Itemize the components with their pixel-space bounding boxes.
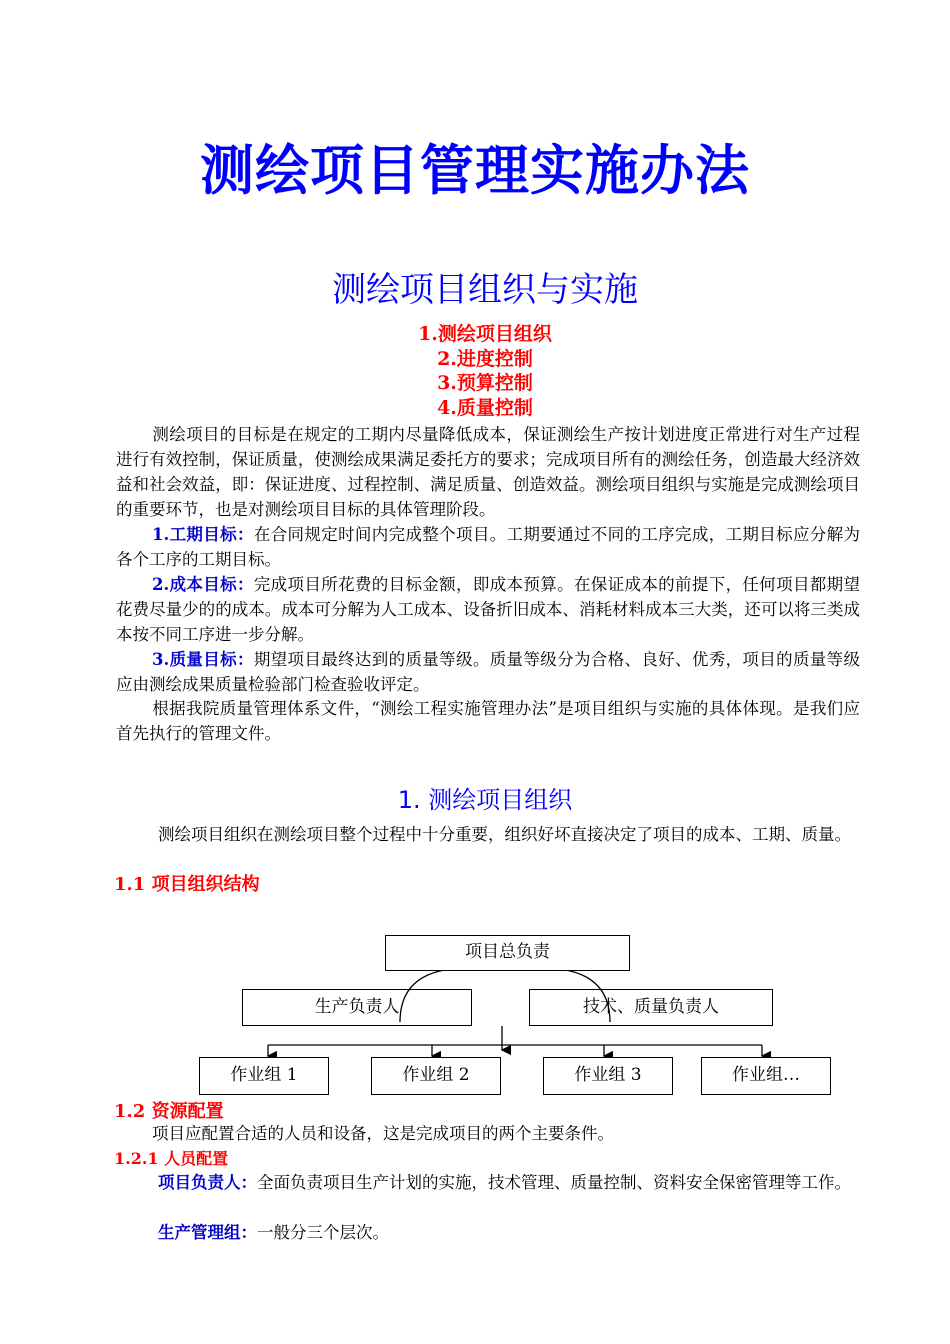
resource-text: 项目应配置合适的人员和设备，这是完成项目的两个主要条件。 [152, 1124, 614, 1143]
subsection-heading: 1.2 资源配置 [114, 1101, 224, 1122]
document-title: 测绘项目管理实施办法 [200, 139, 750, 202]
org-box-group: 作业组… [701, 1057, 831, 1095]
goal-label: 3.质量目标： [152, 650, 254, 669]
intro-text: 测绘项目的目标是在规定的工期内尽量降低成本，保证测绘生产按计划进度正常进行对生产过程进行有效控制，保证质量，使测绘成果满足委托方的要求；完成项目所有的测绘任务，创造最大经济效益和社会效益，即：保证进度、过程控制、满足质量、创造效益。测绘项目组织与实施是完成测绘项目的重要环节，也是对测绘项目目标的具体管理阶段。 [116, 425, 860, 519]
document-subtitle: 测绘项目组织与实施 [332, 270, 638, 310]
org-box-top: 项目总负责 [385, 935, 630, 971]
toc-item: 4.质量控制 [437, 396, 533, 419]
role-label: 生产管理组： [158, 1223, 257, 1242]
org-box-group: 作业组 2 [371, 1057, 501, 1095]
role-paragraph [116, 1170, 860, 1195]
role-paragraph [116, 1220, 860, 1245]
role-text: 全面负责项目生产计划的实施，技术管理、质量控制、资料安全保密管理等工作。 [257, 1173, 851, 1192]
org-box-group: 作业组 1 [199, 1057, 329, 1095]
goal-label: 1.工期目标： [152, 525, 254, 544]
toc-item: 2.进度控制 [437, 347, 533, 370]
goal-text: 完成项目所花费的目标金额，即成本预算。在保证成本的前提下，任何项目都期望花费尽量少的的成本。成本可分解为人工成本、设备折旧成本、消耗材料成本三大类，还可以将三类成本按不同工序进一步分解。 [116, 575, 861, 644]
role-text: 一般分三个层次。 [257, 1223, 389, 1242]
goal-text: 期望项目最终达到的质量等级。质量等级分为合格、良好、优秀，项目的质量等级应由测绘成果质量检验部门检查验收评定。 [116, 650, 861, 694]
subsubsection-heading: 1.2.1 人员配置 [114, 1149, 229, 1168]
section-title: 1. 测绘项目组织 [397, 786, 573, 814]
toc-item: 1.测绘项目组织 [418, 323, 552, 345]
basis-text: 根据我院质量管理体系文件，“测绘工程实施管理办法”是项目组织与实施的具体体现。是我们应首先执行的管理文件。 [116, 699, 860, 743]
org-box-production: 生产负责人 [242, 989, 472, 1026]
goal-text: 在合同规定时间内完成整个项目。工期要通过不同的工序完成，工期目标应分解为各个工序的工期目标。 [116, 525, 861, 569]
org-box-tech-quality: 技术、质量负责人 [529, 989, 773, 1026]
toc-item: 3.预算控制 [437, 372, 533, 394]
goal-label: 2.成本目标： [152, 575, 254, 594]
section-text: 测绘项目组织在测绘项目整个过程中十分重要，组织好坏直接决定了项目的成本、工期、质量。 [158, 825, 851, 844]
org-box-group: 作业组 3 [543, 1057, 673, 1095]
resource-paragraph [116, 1121, 860, 1146]
role-label: 项目负责人： [158, 1173, 257, 1192]
subsection-heading: 1.1 项目组织结构 [114, 874, 260, 895]
